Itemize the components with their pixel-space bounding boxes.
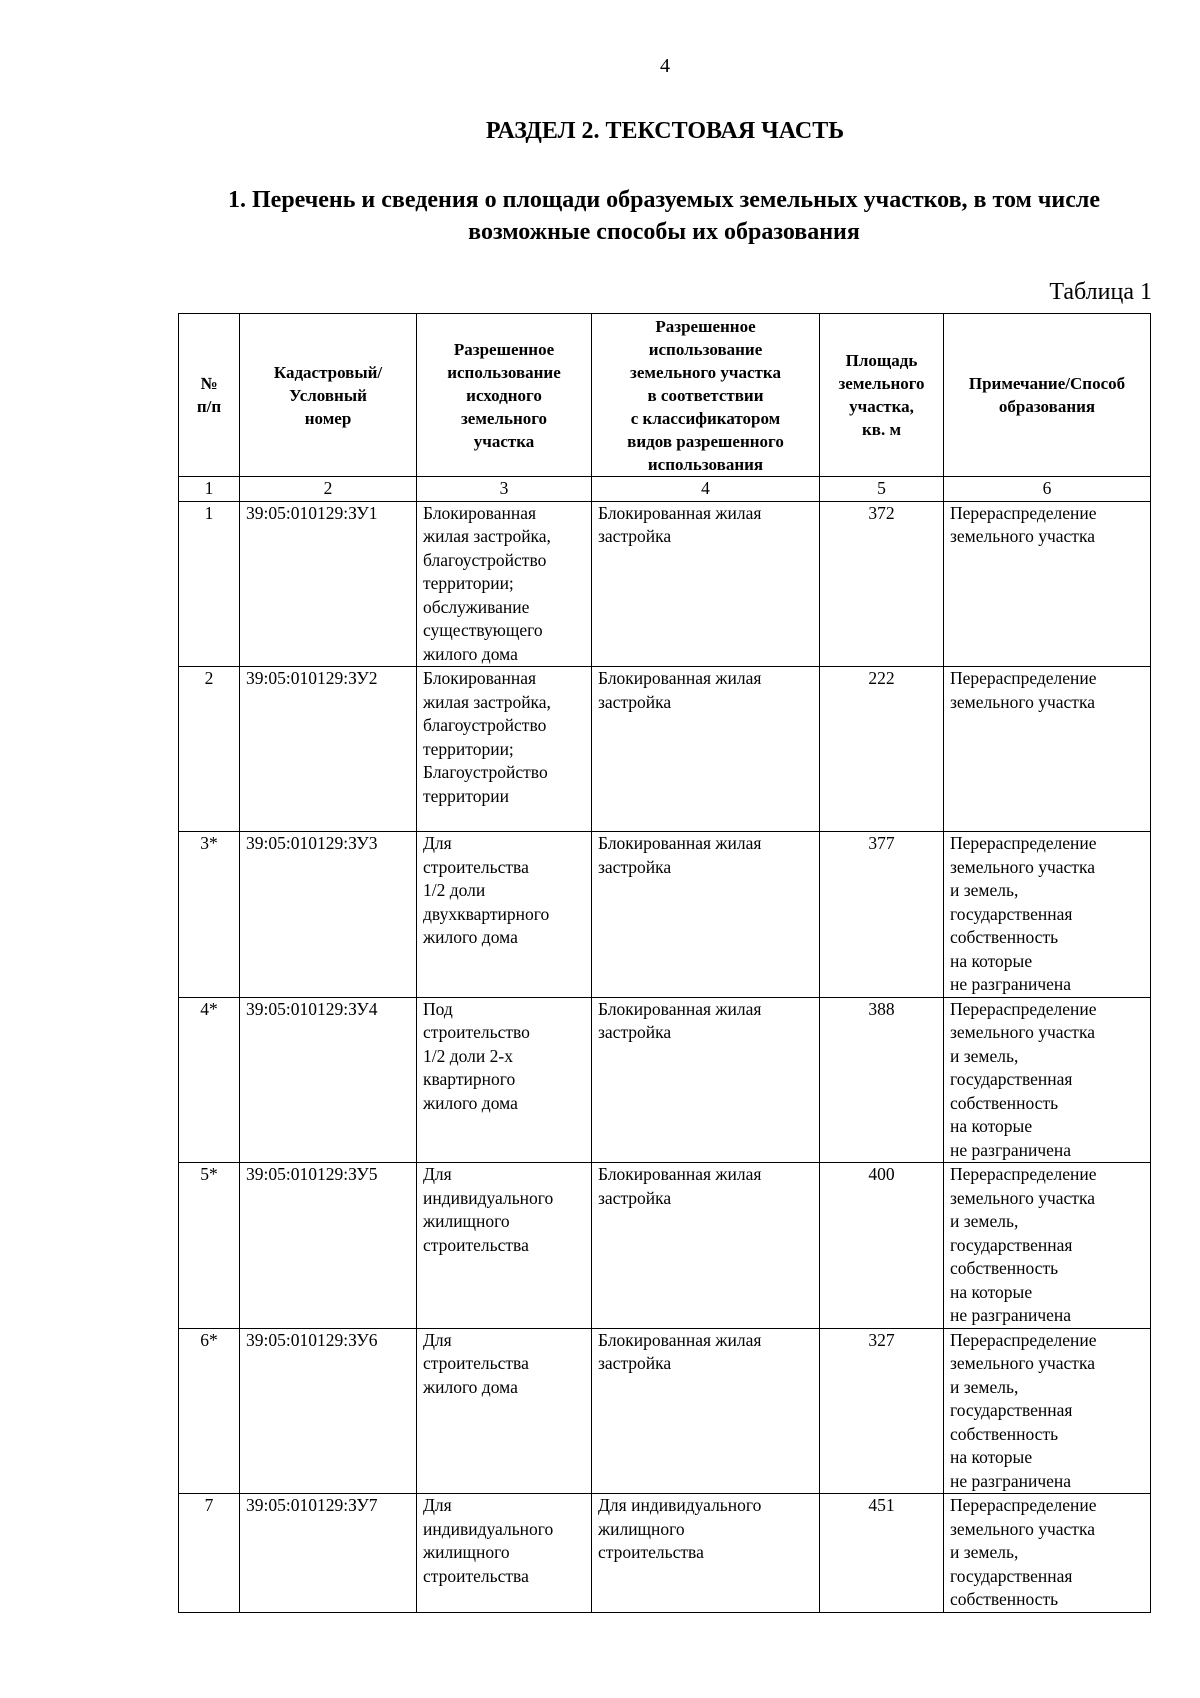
row-number: 6* <box>179 1328 240 1494</box>
plot-area: 451 <box>820 1494 944 1613</box>
row-number: 7 <box>179 1494 240 1613</box>
header-number: № п/п <box>179 314 240 477</box>
page-number: 4 <box>660 55 670 77</box>
table-caption: Таблица 1 <box>1049 279 1152 305</box>
land-plots-table <box>178 313 1151 1613</box>
row-number: 2 <box>179 667 240 832</box>
section-title: РАЗДЕЛ 2. ТЕКСТОВАЯ ЧАСТЬ <box>485 118 845 144</box>
permitted-use: Для индивидуального жилищного строительства <box>592 1494 820 1613</box>
header-permitted-use: Разрешенное использование земельного участка в соответствии с классификатором видов разрешенного использования <box>592 314 820 477</box>
formation-note: Перераспределение земельного участка и земель, государственная собственность <box>944 1494 1151 1613</box>
cadastral-number: 39:05:010129:ЗУ6 <box>240 1328 417 1494</box>
cadastral-number: 39:05:010129:ЗУ7 <box>240 1494 417 1613</box>
header-area: Площадь земельного участка, кв. м <box>820 314 944 477</box>
table-row <box>179 1328 1151 1494</box>
formation-note: Перераспределение земельного участка и земель, государственная собственность на которые не разграничена <box>944 832 1151 998</box>
column-number: 4 <box>592 477 820 502</box>
initial-use: Блокированная жилая застройка, благоустройство территории; обслуживание существующего жилого дома <box>417 501 592 667</box>
permitted-use: Блокированная жилая застройка <box>592 1328 820 1494</box>
header-initial-use: Разрешенное использование исходного земельного участка <box>417 314 592 477</box>
plot-area: 388 <box>820 997 944 1163</box>
initial-use: Для строительства 1/2 доли двухквартирного жилого дома <box>417 832 592 998</box>
cadastral-number: 39:05:010129:ЗУ4 <box>240 997 417 1163</box>
permitted-use: Блокированная жилая застройка <box>592 667 820 832</box>
permitted-use: Блокированная жилая застройка <box>592 997 820 1163</box>
row-number: 1 <box>179 501 240 667</box>
plot-area: 400 <box>820 1163 944 1329</box>
column-number-row <box>179 477 1151 502</box>
cadastral-number: 39:05:010129:ЗУ3 <box>240 832 417 998</box>
column-number: 1 <box>179 477 240 502</box>
document-heading: 1. Перечень и сведения о площади образуемых земельных участков, в том числе возможные способы их образования <box>228 187 1100 245</box>
plot-area: 327 <box>820 1328 944 1494</box>
row-number: 5* <box>179 1163 240 1329</box>
permitted-use: Блокированная жилая застройка <box>592 501 820 667</box>
formation-note: Перераспределение земельного участка <box>944 667 1151 832</box>
row-number: 3* <box>179 832 240 998</box>
table-row <box>179 832 1151 998</box>
column-number: 2 <box>240 477 417 502</box>
initial-use: Для индивидуального жилищного строительства <box>417 1494 592 1613</box>
header-cadastral: Кадастровый/ Условный номер <box>240 314 417 477</box>
table-row <box>179 501 1151 667</box>
row-number: 4* <box>179 997 240 1163</box>
permitted-use: Блокированная жилая застройка <box>592 832 820 998</box>
plot-area: 377 <box>820 832 944 998</box>
column-number: 6 <box>944 477 1151 502</box>
formation-note: Перераспределение земельного участка и земель, государственная собственность на которые не разграничена <box>944 1163 1151 1329</box>
table-row <box>179 1494 1151 1613</box>
table-header-row <box>179 314 1151 477</box>
column-number: 3 <box>417 477 592 502</box>
table-row <box>179 1163 1151 1329</box>
header-note: Примечание/Способ образования <box>944 314 1151 477</box>
plot-area: 222 <box>820 667 944 832</box>
cadastral-number: 39:05:010129:ЗУ5 <box>240 1163 417 1329</box>
cadastral-number: 39:05:010129:ЗУ2 <box>240 667 417 832</box>
table-row <box>179 667 1151 832</box>
initial-use: Под строительство 1/2 доли 2-х квартирного жилого дома <box>417 997 592 1163</box>
table-row <box>179 997 1151 1163</box>
initial-use: Для индивидуального жилищного строительства <box>417 1163 592 1329</box>
column-number: 5 <box>820 477 944 502</box>
initial-use: Блокированная жилая застройка, благоустройство территории; Благоустройство территории <box>417 667 592 832</box>
formation-note: Перераспределение земельного участка и земель, государственная собственность на которые не разграничена <box>944 997 1151 1163</box>
cadastral-number: 39:05:010129:ЗУ1 <box>240 501 417 667</box>
plot-area: 372 <box>820 501 944 667</box>
formation-note: Перераспределение земельного участка <box>944 501 1151 667</box>
formation-note: Перераспределение земельного участка и земель, государственная собственность на которые не разграничена <box>944 1328 1151 1494</box>
initial-use: Для строительства жилого дома <box>417 1328 592 1494</box>
permitted-use: Блокированная жилая застройка <box>592 1163 820 1329</box>
